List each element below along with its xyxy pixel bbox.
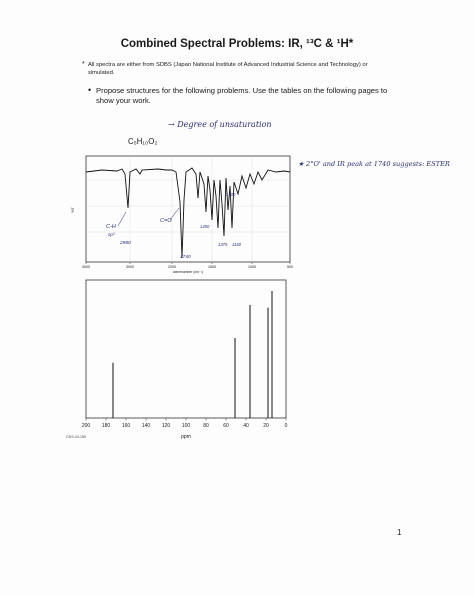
ir-annotation-arrows (118, 208, 182, 254)
nmr-tick-label: 20 (263, 423, 269, 429)
nmr-tick-label: 100 (181, 423, 191, 429)
page-number: 1 (397, 528, 402, 537)
ir-plot-frame (86, 156, 290, 262)
nmr-tick-label: 140 (141, 423, 151, 429)
handwritten-degree-note: → Degree of unsaturation (168, 120, 272, 129)
ir-label-1375: 1375 (218, 242, 228, 247)
note-asterisk: * (82, 61, 85, 68)
ir-label-1300: 1300 (226, 192, 236, 197)
ir-x-axis-caption: wavenumber (cm⁻¹) (172, 270, 204, 274)
ir-tick-label: 1500 (208, 265, 216, 269)
bullet-icon: • (88, 85, 92, 95)
instruction-text: Propose structures for the following problems. Use the tables on the following pages to show your work. (96, 86, 388, 105)
ir-tick-label: 3000 (126, 265, 134, 269)
ir-label-sp3: sp³ (108, 232, 115, 237)
nmr-tick-label: 200 (81, 423, 91, 429)
nmr-tick-label: 40 (243, 423, 249, 429)
nmr-tick-label: 120 (161, 423, 171, 429)
nmr-spectrum-code: CDS-04-159 (66, 435, 86, 439)
ir-label-2980: 2980 (120, 241, 131, 246)
molecular-formula: C₅H₁₀O₂ (128, 137, 158, 146)
ir-label-1160: 1160 (232, 242, 242, 247)
instruction (88, 85, 406, 106)
page-title: Combined Spectral Problems: IR, ¹³C & ¹H* (120, 38, 354, 50)
ir-label-1740: 1740 (180, 255, 191, 260)
nmr-tick-label: 180 (101, 423, 111, 429)
ir-trace (86, 168, 290, 258)
handwritten-ester-note: ★ 2°O' and IR peak at 1740 suggests: ESTER (298, 160, 450, 168)
ir-label-1450: 1450 (200, 224, 210, 229)
ir-tick-label: 1000 (248, 265, 256, 269)
nmr-x-axis-label: ppm (181, 434, 191, 440)
ir-label-ch: C-H (106, 224, 116, 230)
nmr-tick-label: 80 (203, 423, 209, 429)
nmr-plot-frame (86, 280, 286, 418)
ir-spectrum (62, 150, 296, 274)
ir-grid (86, 156, 290, 262)
source-note (82, 61, 388, 77)
nmr-tick-label: 0 (284, 423, 288, 429)
c13-nmr-spectrum (60, 272, 300, 448)
ir-y-axis-caption: %T (71, 207, 75, 213)
ir-tick-label: 4000 (82, 265, 90, 269)
ir-label-co: C=O (160, 218, 172, 224)
ir-tick-label: 2000 (168, 265, 176, 269)
ir-tick-label: 500 (287, 265, 293, 269)
source-note-text: All spectra are either from SDBS (Japan National Institute of Advanced Industrial Science and Technology) or simulated. (88, 62, 368, 76)
nmr-tick-label: 60 (223, 423, 229, 429)
nmr-tick-label: 160 (121, 423, 131, 429)
